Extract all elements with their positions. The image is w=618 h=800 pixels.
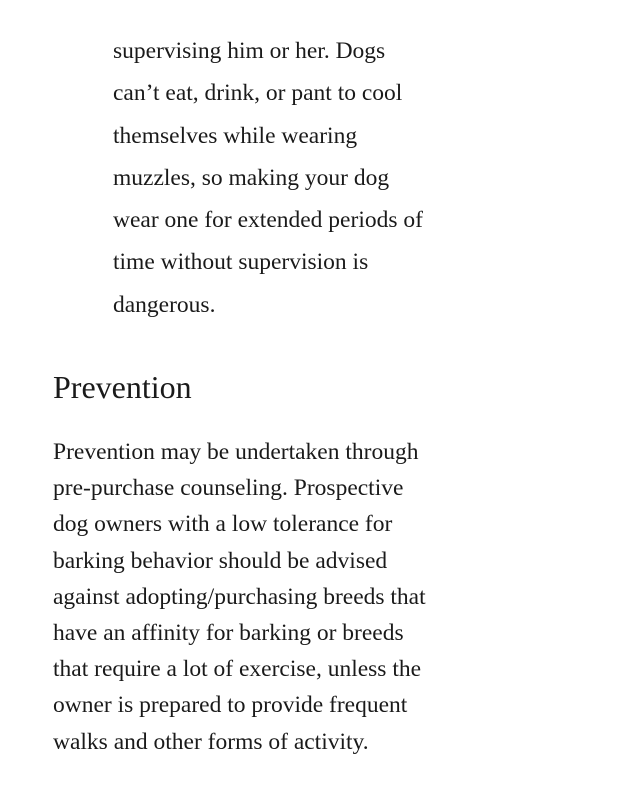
- paragraph-line: can’t eat, drink, or pant to cool: [113, 80, 403, 107]
- paragraph-line: owner is prepared to provide frequent: [53, 692, 408, 719]
- paragraph-line: that require a lot of exercise, unless the: [53, 656, 422, 683]
- paragraph-line: against adopting/purchasing breeds that: [53, 583, 426, 610]
- paragraph-line: time without supervision is: [113, 249, 369, 276]
- paragraph-line: dangerous.: [113, 291, 216, 318]
- prevention-paragraph: [53, 434, 593, 760]
- paragraph-line: wear one for extended periods of: [113, 207, 423, 234]
- paragraph-line: barking behavior should be advised: [53, 547, 388, 574]
- paragraph-line: Prevention may be undertaken through: [53, 439, 419, 465]
- paragraph-line: pre-purchase counseling. Prospective: [53, 475, 404, 502]
- indented-paragraph: [113, 30, 533, 326]
- paragraph-line: muzzles, so making your dog: [113, 164, 390, 191]
- paragraph-line: dog owners with a low tolerance for: [53, 511, 393, 538]
- paragraph-line: supervising him or her. Dogs: [113, 38, 386, 64]
- section-heading-prevention: Prevention: [53, 369, 192, 405]
- paragraph-line: have an affinity for barking or breeds: [53, 620, 404, 647]
- paragraph-line: themselves while wearing: [113, 122, 358, 149]
- paragraph-line: walks and other forms of activity.: [53, 728, 369, 755]
